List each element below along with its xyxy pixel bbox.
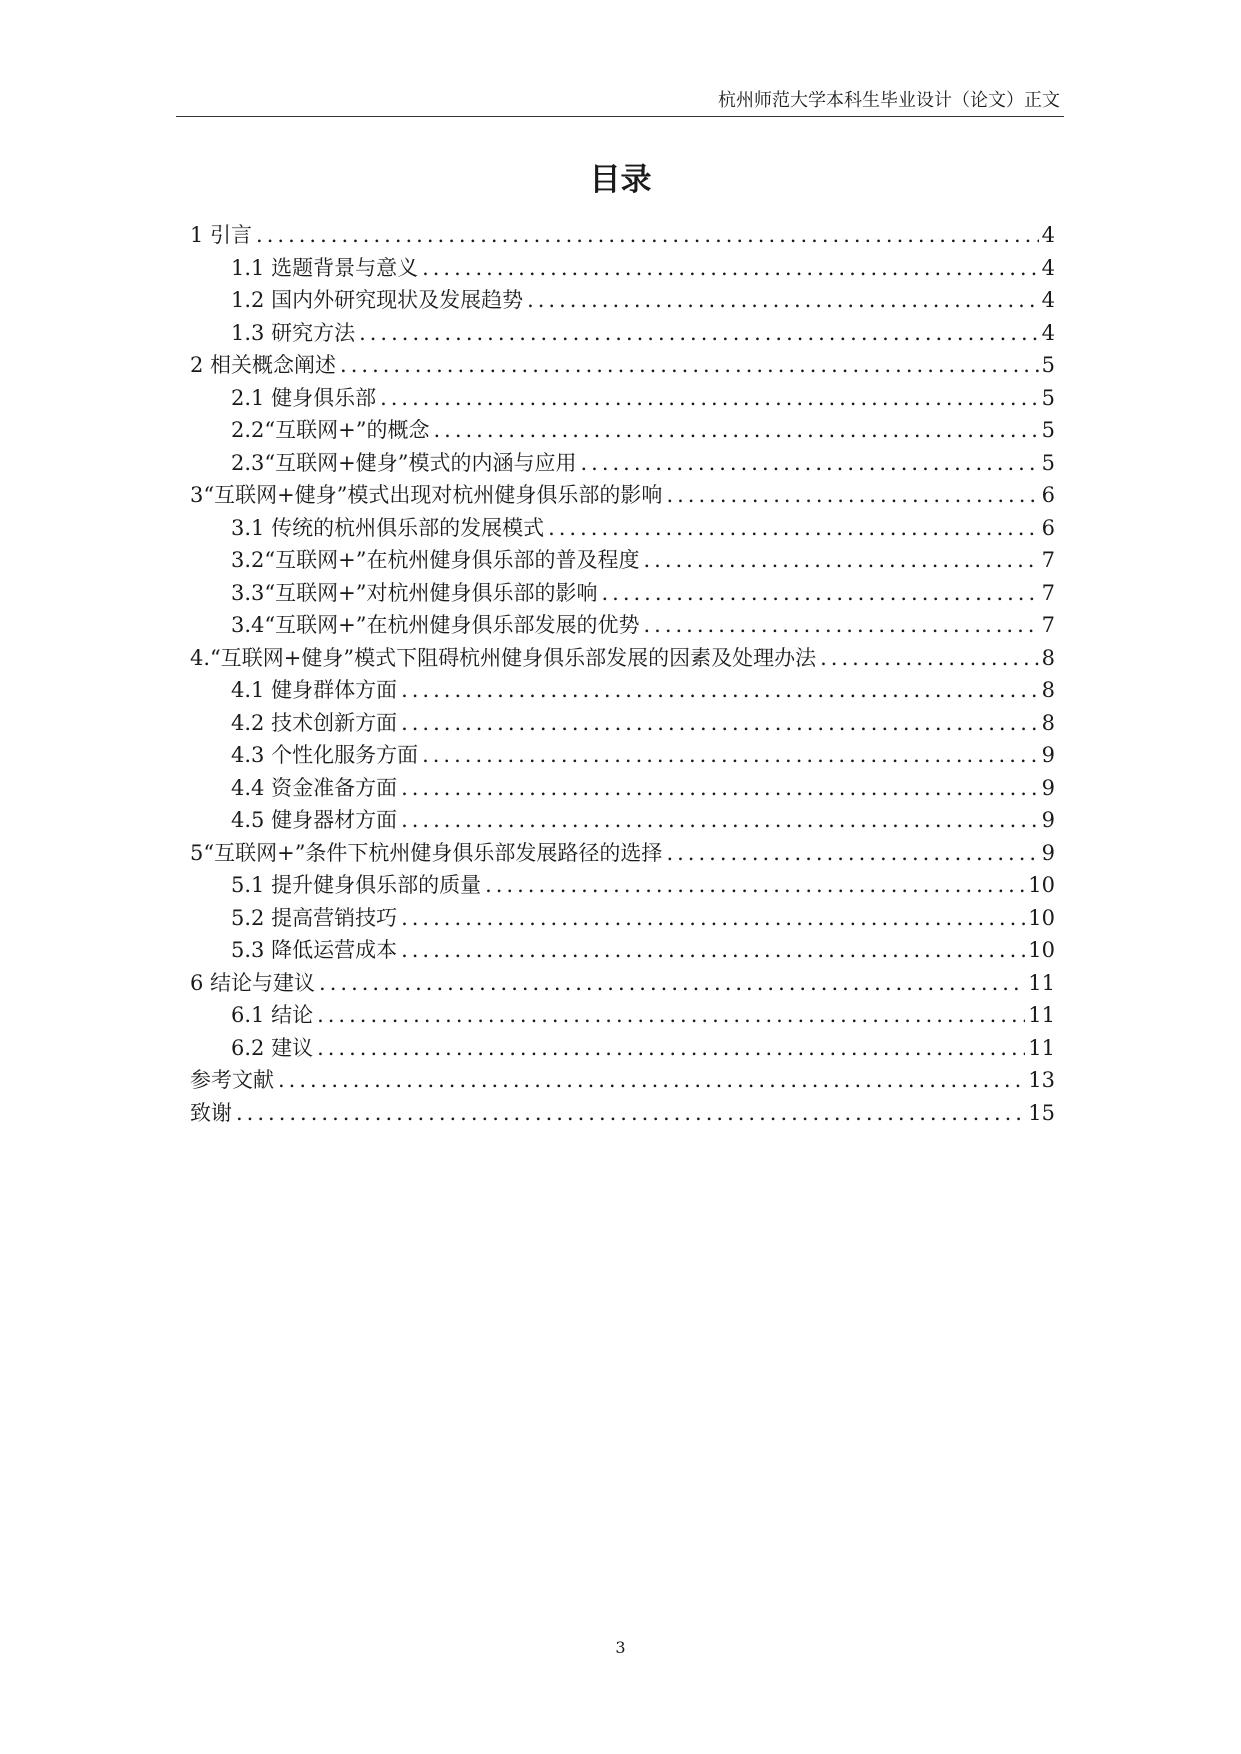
toc-dot-leader (548, 512, 1039, 545)
toc-entry-page: 8 (1041, 645, 1055, 670)
toc-entry-title: 3.3“互联网+”对杭州健身俱乐部的影响 (231, 580, 598, 605)
toc-entry-title: 致谢 (190, 1100, 232, 1125)
toc-dot-leader (256, 219, 1039, 252)
toc-dot-leader (401, 804, 1039, 837)
toc-title: 目录 (589, 162, 652, 198)
toc-entry-page: 9 (1041, 808, 1055, 832)
toc-dot-leader (319, 967, 1025, 1000)
toc-entry-page: 4 (1041, 288, 1055, 312)
toc-entry[interactable] (190, 967, 1055, 1000)
toc-dot-leader (580, 447, 1038, 480)
toc-entry[interactable] (190, 739, 1055, 772)
toc-entry-title: 5.1 提升健身俱乐部的质量 (231, 873, 482, 897)
running-header (176, 89, 1064, 117)
toc-entry-title: 参考文献 (190, 1068, 274, 1092)
toc-entry[interactable] (190, 837, 1055, 870)
toc-entry[interactable] (190, 1064, 1055, 1097)
toc-entry[interactable] (190, 869, 1055, 902)
table-of-contents (190, 219, 1055, 1129)
running-header-title: 杭州师范大学本科生毕业设计（论文）正文 (718, 90, 1060, 111)
toc-dot-leader (401, 674, 1039, 707)
toc-entry[interactable] (190, 609, 1055, 642)
toc-entry-page: 13 (1028, 1068, 1055, 1092)
toc-dot-leader (359, 317, 1039, 350)
toc-entry-title: 6 结论与建议 (190, 970, 316, 995)
toc-entry-title: 2.1 健身俱乐部 (231, 385, 377, 410)
toc-entry-title: 3.2“互联网+”在杭州健身俱乐部的普及程度 (231, 548, 640, 572)
toc-entry-page: 6 (1041, 515, 1055, 540)
toc-entry[interactable] (190, 317, 1055, 350)
toc-entry-page: 7 (1041, 613, 1055, 637)
toc-dot-leader (527, 284, 1039, 317)
toc-entry-title: 2.3“互联网+健身”模式的内涵与应用 (231, 450, 577, 475)
toc-entry-title: 1.3 研究方法 (231, 320, 356, 345)
toc-entry[interactable] (190, 577, 1055, 610)
toc-entry-title: 5.3 降低运营成本 (231, 938, 398, 962)
toc-entry-page: 11 (1028, 1035, 1055, 1060)
toc-entry-title: 6.1 结论 (231, 1003, 314, 1027)
toc-entry-page: 15 (1028, 1100, 1055, 1125)
toc-dot-leader (422, 252, 1039, 285)
toc-entry[interactable] (190, 447, 1055, 480)
toc-entry-title: 6.2 建议 (231, 1035, 314, 1060)
toc-entry-title: 4.4 资金准备方面 (231, 775, 398, 800)
toc-entry[interactable] (190, 804, 1055, 837)
toc-dot-leader (485, 869, 1025, 902)
toc-entry-title: 4.2 技术创新方面 (231, 710, 398, 735)
toc-entry-title: 4.“互联网+健身”模式下阻碍杭州健身俱乐部发展的因素及处理办法 (190, 645, 817, 670)
toc-entry-title: 5.2 提高营销技巧 (231, 905, 398, 930)
toc-entry-page: 9 (1041, 775, 1055, 800)
toc-entry-title: 1.1 选题背景与意义 (231, 255, 419, 280)
toc-entry-title: 3.4“互联网+”在杭州健身俱乐部发展的优势 (231, 613, 640, 637)
toc-dot-leader (422, 739, 1039, 772)
toc-entry-title: 3“互联网+健身”模式出现对杭州健身俱乐部的影响 (190, 483, 663, 507)
toc-entry-page: 10 (1028, 938, 1055, 962)
toc-entry[interactable] (190, 349, 1055, 382)
toc-dot-leader (666, 479, 1038, 512)
toc-entry-title: 3.1 传统的杭州俱乐部的发展模式 (231, 515, 545, 540)
toc-dot-leader (340, 349, 1039, 382)
toc-entry[interactable] (190, 1032, 1055, 1065)
toc-entry[interactable] (190, 382, 1055, 415)
toc-dot-leader (317, 1032, 1025, 1065)
toc-entry[interactable] (190, 934, 1055, 967)
toc-entry-page: 9 (1041, 840, 1055, 865)
toc-entry-title: 1 引言 (190, 223, 253, 247)
toc-entry[interactable] (190, 642, 1055, 675)
toc-entry-title: 4.3 个性化服务方面 (231, 743, 419, 767)
toc-entry-title: 1.2 国内外研究现状及发展趋势 (231, 288, 524, 312)
toc-entry-page: 5 (1041, 450, 1055, 475)
toc-dot-leader (433, 414, 1038, 447)
toc-entry[interactable] (190, 902, 1055, 935)
toc-entry-page: 11 (1028, 970, 1055, 995)
toc-dot-leader (643, 544, 1038, 577)
toc-dot-leader (401, 772, 1039, 805)
toc-entry-page: 8 (1041, 710, 1055, 735)
toc-entry[interactable] (190, 252, 1055, 285)
toc-dot-leader (317, 999, 1025, 1032)
toc-entry-page: 5 (1041, 385, 1055, 410)
toc-entry-page: 4 (1041, 255, 1055, 280)
toc-dot-leader (601, 577, 1038, 610)
toc-dot-leader (401, 934, 1025, 967)
toc-dot-leader (820, 642, 1039, 675)
toc-dot-leader (380, 382, 1039, 415)
toc-entry-page: 4 (1041, 223, 1055, 247)
toc-entry-page: 10 (1028, 873, 1055, 897)
toc-entry-page: 4 (1041, 320, 1055, 345)
toc-entry-title: 5“互联网+”条件下杭州健身俱乐部发展路径的选择 (190, 840, 663, 865)
toc-entry[interactable] (190, 284, 1055, 317)
page-number: 3 (615, 1638, 626, 1657)
toc-entry-page: 7 (1041, 580, 1055, 605)
toc-entry-title: 4.1 健身群体方面 (231, 678, 398, 702)
toc-entry-page: 7 (1041, 548, 1055, 572)
toc-entry-page: 11 (1028, 1003, 1055, 1027)
toc-entry[interactable] (190, 512, 1055, 545)
toc-entry-title: 2 相关概念阐述 (190, 353, 337, 377)
toc-dot-leader (401, 707, 1039, 740)
toc-dot-leader (666, 837, 1038, 870)
toc-entry-page: 8 (1041, 678, 1055, 702)
toc-entry-page: 10 (1028, 905, 1055, 930)
toc-entry-title: 4.5 健身器材方面 (231, 808, 398, 832)
toc-dot-leader (278, 1064, 1025, 1097)
toc-entry[interactable] (190, 707, 1055, 740)
toc-entry[interactable] (190, 772, 1055, 805)
toc-entry[interactable] (190, 1097, 1055, 1130)
toc-dot-leader (401, 902, 1025, 935)
toc-entry[interactable] (190, 544, 1055, 577)
toc-entry-page: 6 (1041, 483, 1055, 507)
toc-entry-page: 5 (1041, 353, 1055, 377)
toc-entry[interactable] (190, 414, 1055, 447)
toc-entry-page: 9 (1041, 743, 1055, 767)
toc-entry[interactable] (190, 674, 1055, 707)
toc-entry-page: 5 (1041, 418, 1055, 442)
toc-entry[interactable] (190, 999, 1055, 1032)
toc-entry-title: 2.2“互联网+”的概念 (231, 418, 430, 442)
toc-entry[interactable] (190, 479, 1055, 512)
toc-dot-leader (236, 1097, 1025, 1130)
toc-dot-leader (643, 609, 1038, 642)
toc-entry[interactable] (190, 219, 1055, 252)
